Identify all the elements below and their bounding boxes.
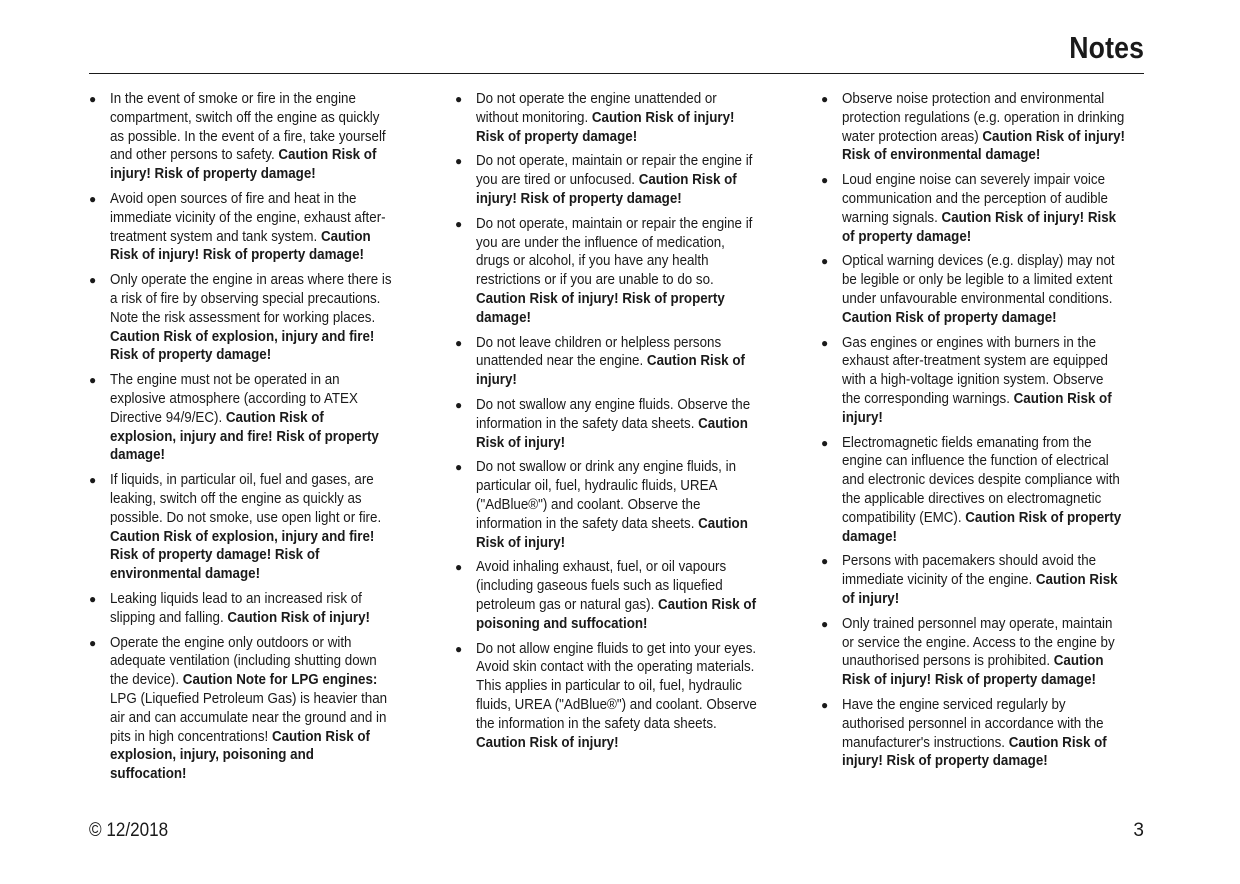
notes-column-2 (455, 90, 761, 758)
note-text (842, 171, 1125, 246)
note-text (842, 552, 1125, 608)
note-text (476, 90, 759, 146)
caution-text: Caution Risk of explosion, injury and fire! Risk of property damage! Risk of environmental damage! (110, 527, 375, 583)
note-item (455, 640, 761, 753)
instruction-text: Electromagnetic fields emanating from the engine can influence the function of electrical and electronic devices despite compliance with the applicable directives on electromagnetic compatibility (EMC). (842, 433, 1120, 526)
instruction-text: Loud engine noise can severely impair voice communication and the perception of audible warning signals. (842, 171, 1108, 226)
bullet-icon: ● (455, 397, 463, 412)
instruction-text: Do not operate, maintain or repair the engine if you are tired or unfocused. (476, 152, 753, 189)
note-item (89, 634, 395, 784)
note-item (89, 590, 395, 628)
note-item (821, 334, 1127, 428)
note-text (476, 396, 759, 452)
note-text (842, 434, 1125, 547)
notes-column-1 (89, 90, 395, 790)
note-text (842, 696, 1125, 771)
instruction-text: Avoid inhaling exhaust, fuel, or oil vapours (including gaseous fuels such as liquefied petroleum gas or natural gas). (476, 558, 727, 613)
caution-text: Caution Risk of injury! Risk of property damage! (842, 652, 1104, 689)
instruction-text: Gas engines or engines with burners in the exhaust after-treatment system are equipped with a high-voltage ignition system. Observe the corresponding warnings. (842, 333, 1108, 407)
note-item (455, 334, 761, 390)
note-item (821, 171, 1127, 246)
note-item (821, 90, 1127, 165)
title-divider (89, 73, 1144, 74)
page-number: 3 (1133, 820, 1144, 841)
bullet-icon: ● (455, 641, 463, 656)
instruction-text: Do not swallow or drink any engine fluids, in particular oil, fuel, hydraulic fluids, UREA ("AdBlue®") and coolant. Observe the information in the safety data sheets. (476, 458, 737, 532)
caution-text: Caution Risk of injury! (476, 414, 748, 451)
bullet-icon: ● (821, 616, 829, 631)
note-item (455, 396, 761, 452)
note-text (842, 334, 1125, 428)
caution-text: Caution Risk of injury! Risk of property damage! (842, 733, 1107, 770)
note-item (89, 271, 395, 365)
note-item (455, 90, 761, 146)
instruction-text: Only operate the engine in areas where there is a risk of fire by observing special precautions. Note the risk assessment for working places. (110, 271, 392, 326)
caution-text: Caution Risk of injury! Risk of property damage! (110, 146, 377, 183)
caution-text: Caution Risk of injury! Risk of property damage! (476, 289, 725, 326)
note-text (476, 215, 759, 328)
note-text (110, 371, 393, 465)
instruction-text: Operate the engine only outdoors or with adequate ventilation (including shutting down the device). (110, 633, 377, 689)
instruction-text: Do not allow engine fluids to get into your eyes. Avoid skin contact with the operating materials. This applies in particular to oil, fuel, hydraulic fluids, UREA ("AdBlue®") and coolant. Observe the information in the safety data sheets. (476, 639, 757, 732)
note-item (455, 558, 761, 633)
caution-text: Caution Risk of explosion, injury and fire! Risk of property damage! (110, 408, 379, 464)
bullet-icon: ● (455, 560, 463, 575)
note-text (842, 252, 1125, 327)
bullet-icon: ● (821, 435, 829, 450)
caution-text: Caution Risk of injury! (842, 389, 1112, 426)
instruction-text: If liquids, in particular oil, fuel and gases, are leaking, switch off the engine as quickly as possible. Do not smoke, use open light or fire. (110, 471, 382, 526)
instruction-text: Only trained personnel may operate, maintain or service the engine. Access to the engine by unauthorised persons is prohibited. (842, 614, 1115, 670)
instruction-text: Do not leave children or helpless persons unattended near the engine. (476, 333, 722, 370)
caution-text: Caution Risk of injury! Risk of property damage! (842, 208, 1117, 245)
caution-text: Caution Note for LPG engines: (182, 671, 378, 689)
note-text (110, 471, 393, 584)
bullet-icon: ● (455, 154, 463, 169)
note-text (476, 334, 759, 390)
instruction-text: Observe noise protection and environmental protection regulations (e.g. operation in drinking water protection areas) (842, 90, 1125, 145)
note-text (476, 152, 759, 208)
notes-column-3 (821, 90, 1127, 777)
instruction-text: Persons with pacemakers should avoid the immediate vicinity of the engine. (842, 552, 1097, 589)
note-item (455, 152, 761, 208)
caution-text: Caution Risk of injury! (842, 571, 1118, 607)
caution-text: Caution Risk of injury! Risk of environmental damage! (842, 127, 1125, 164)
bullet-icon: ● (89, 635, 97, 650)
bullet-icon: ● (821, 254, 829, 269)
note-item (89, 371, 395, 465)
instruction-text: LPG (Liquefied Petroleum Gas) is heavier than air and can accumulate near the ground and in pits in high concentrations! (110, 689, 388, 745)
bullet-icon: ● (89, 191, 97, 206)
instruction-text: Leaking liquids lead to an increased risk of slipping and falling. (110, 589, 362, 626)
note-item (821, 252, 1127, 327)
note-item (89, 190, 395, 265)
caution-text: Caution Risk of explosion, injury, poisoning and suffocation! (110, 727, 370, 783)
bullet-icon: ● (455, 216, 463, 231)
caution-text: Caution Risk of property damage! (842, 508, 1122, 545)
bullet-icon: ● (821, 697, 829, 712)
caution-text: Caution Risk of injury! (227, 608, 370, 626)
bullet-icon: ● (821, 335, 829, 350)
bullet-icon: ● (89, 373, 97, 388)
instruction-text: Do not operate the engine unattended or without monitoring. (476, 90, 717, 126)
bullet-icon: ● (89, 473, 97, 488)
note-item (89, 90, 395, 184)
instruction-text: Have the engine serviced regularly by authorised personnel in accordance with the manufacturer's instructions. (842, 695, 1104, 751)
bullet-icon: ● (89, 591, 97, 606)
note-text (110, 590, 393, 628)
bullet-icon: ● (821, 173, 829, 188)
note-item (455, 215, 761, 328)
note-text (476, 458, 759, 552)
note-text (110, 634, 393, 784)
bullet-icon: ● (455, 335, 463, 350)
page-title: Notes (1069, 30, 1144, 65)
copyright-date: © 12/2018 (89, 820, 169, 841)
instruction-text: The engine must not be operated in an explosive atmosphere (according to ATEX Directive 94/9/EC). (110, 371, 358, 426)
bullet-icon: ● (821, 92, 829, 106)
instruction-text: Optical warning devices (e.g. display) may not be legible or only be legible to a limited extent under unfavourable environmental conditions. (842, 252, 1115, 307)
note-item (821, 615, 1127, 690)
note-item (821, 434, 1127, 547)
caution-text: Caution Risk of injury! (476, 514, 748, 551)
caution-text: Caution Risk of explosion, injury and fire! Risk of property damage! (110, 327, 375, 364)
caution-text: Caution Risk of injury! Risk of property damage! (476, 108, 735, 145)
note-item (821, 696, 1127, 771)
caution-text: Caution Risk of injury! (476, 352, 745, 389)
note-text (842, 90, 1125, 165)
instruction-text: Do not swallow any engine fluids. Observe the information in the safety data sheets. (476, 395, 751, 432)
note-item (455, 458, 761, 552)
note-item (821, 552, 1127, 608)
note-item (89, 471, 395, 584)
caution-text: Caution Risk of injury! (476, 733, 619, 751)
note-text (842, 615, 1125, 690)
instruction-text: Avoid open sources of fire and heat in the immediate vicinity of the engine, exhaust after-treatment system and tank system. (110, 189, 386, 245)
note-text (110, 190, 393, 265)
bullet-icon: ● (455, 92, 463, 106)
note-text (476, 558, 759, 633)
caution-text: Caution Risk of property damage! (842, 308, 1057, 326)
caution-text: Caution Risk of poisoning and suffocation! (476, 595, 757, 632)
bullet-icon: ● (89, 273, 97, 288)
caution-text: Caution Risk of injury! Risk of property damage! (110, 227, 371, 264)
bullet-icon: ● (821, 554, 829, 569)
caution-text: Caution Risk of injury! Risk of property damage! (476, 171, 737, 207)
note-text (110, 90, 393, 184)
note-text (110, 271, 393, 365)
bullet-icon: ● (89, 92, 97, 106)
instruction-text: In the event of smoke or fire in the engine compartment, switch off the engine as quickly as possible. In the event of a fire, take yourself and other persons to safety. (110, 90, 386, 164)
bullet-icon: ● (455, 460, 463, 475)
note-text (476, 640, 759, 753)
instruction-text: Do not operate, maintain or repair the engine if you are under the influence of medication, drugs or alcohol, if you have any health restrictions or if you are unable to do so. (476, 214, 753, 289)
